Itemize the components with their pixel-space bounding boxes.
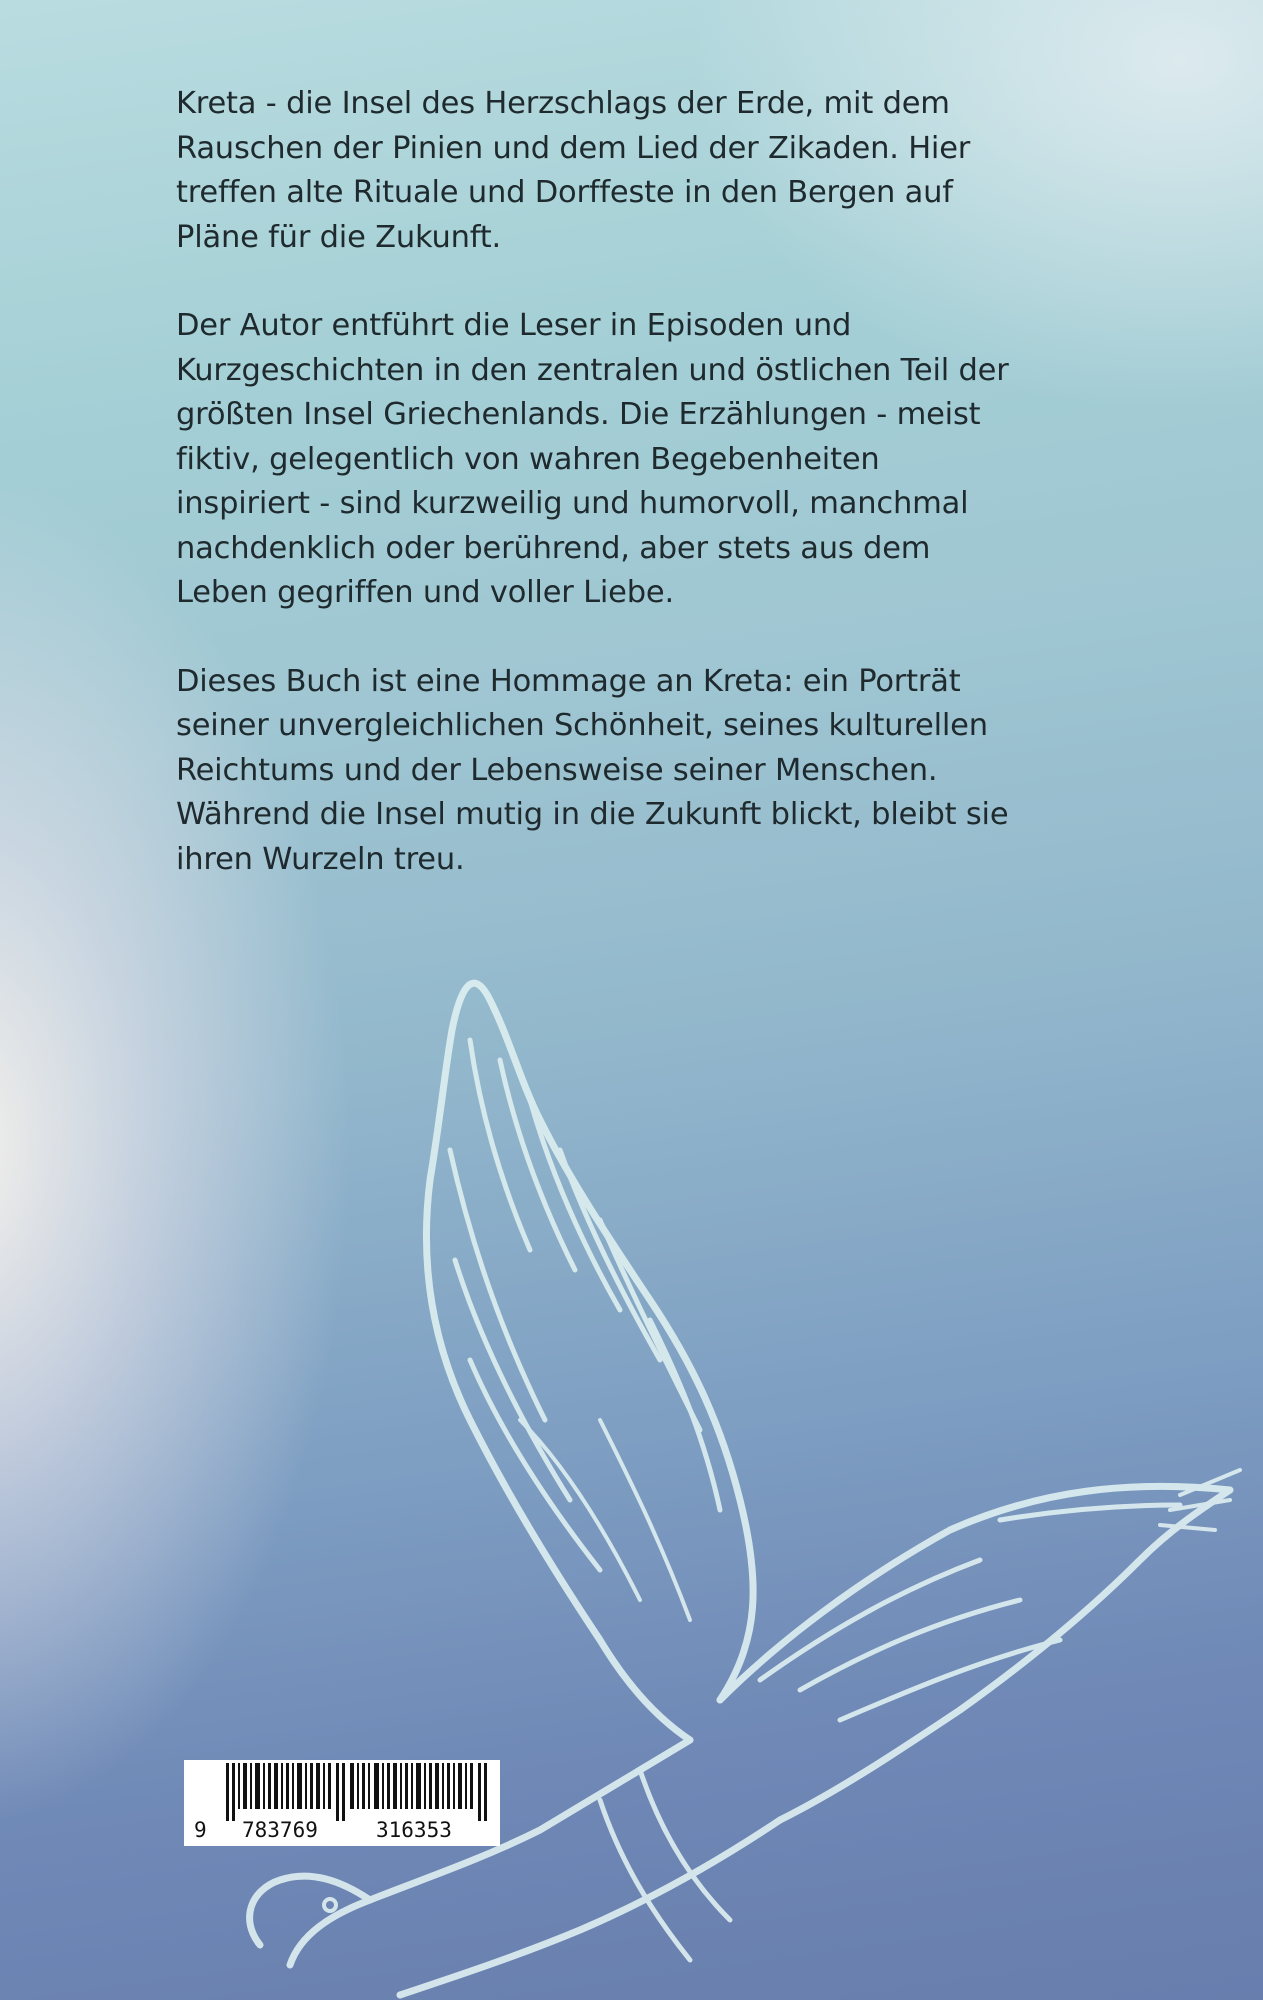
isbn-barcode: [184, 1760, 500, 1846]
blurb-paragraph: Dieses Buch ist eine Hommage an Kreta: ein Porträt seiner unvergleichlichen Schönheit, seines kulturellen Reichtums und der Lebensweise seiner Menschen. Während die Insel mutig in die Zukunft blickt, bleibt sie ihren Wurzeln treu.: [176, 663, 1009, 877]
isbn-lead-digit: 9: [194, 1818, 207, 1842]
isbn-right-digits: 316353: [376, 1818, 452, 1842]
blurb-paragraph: Der Autor entführt die Leser in Episoden und Kurzgeschichten in den zentralen und östlichen Teil der größten Insel Griechenlands. Die Erzählungen - meist fiktiv, gelegentlich von wahren Begebenheiten inspiriert - sind kurzweilig und humorvoll, manchmal nachdenklich oder berührend, aber stets aus dem Leben gegriffen und voller Liebe.: [176, 308, 1009, 610]
back-cover-blurb: [176, 82, 1076, 926]
barcode-bars: [224, 1763, 494, 1821]
blurb-paragraph: Kreta - die Insel des Herzschlags der Erde, mit dem Rauschen der Pinien und dem Lied der Zikaden. Hier treffen alte Rituale und Dorffeste in den Bergen auf Pläne für die Zukunft.: [176, 86, 971, 255]
isbn-digits: [184, 1818, 500, 1844]
isbn-left-digits: 783769: [242, 1818, 318, 1842]
